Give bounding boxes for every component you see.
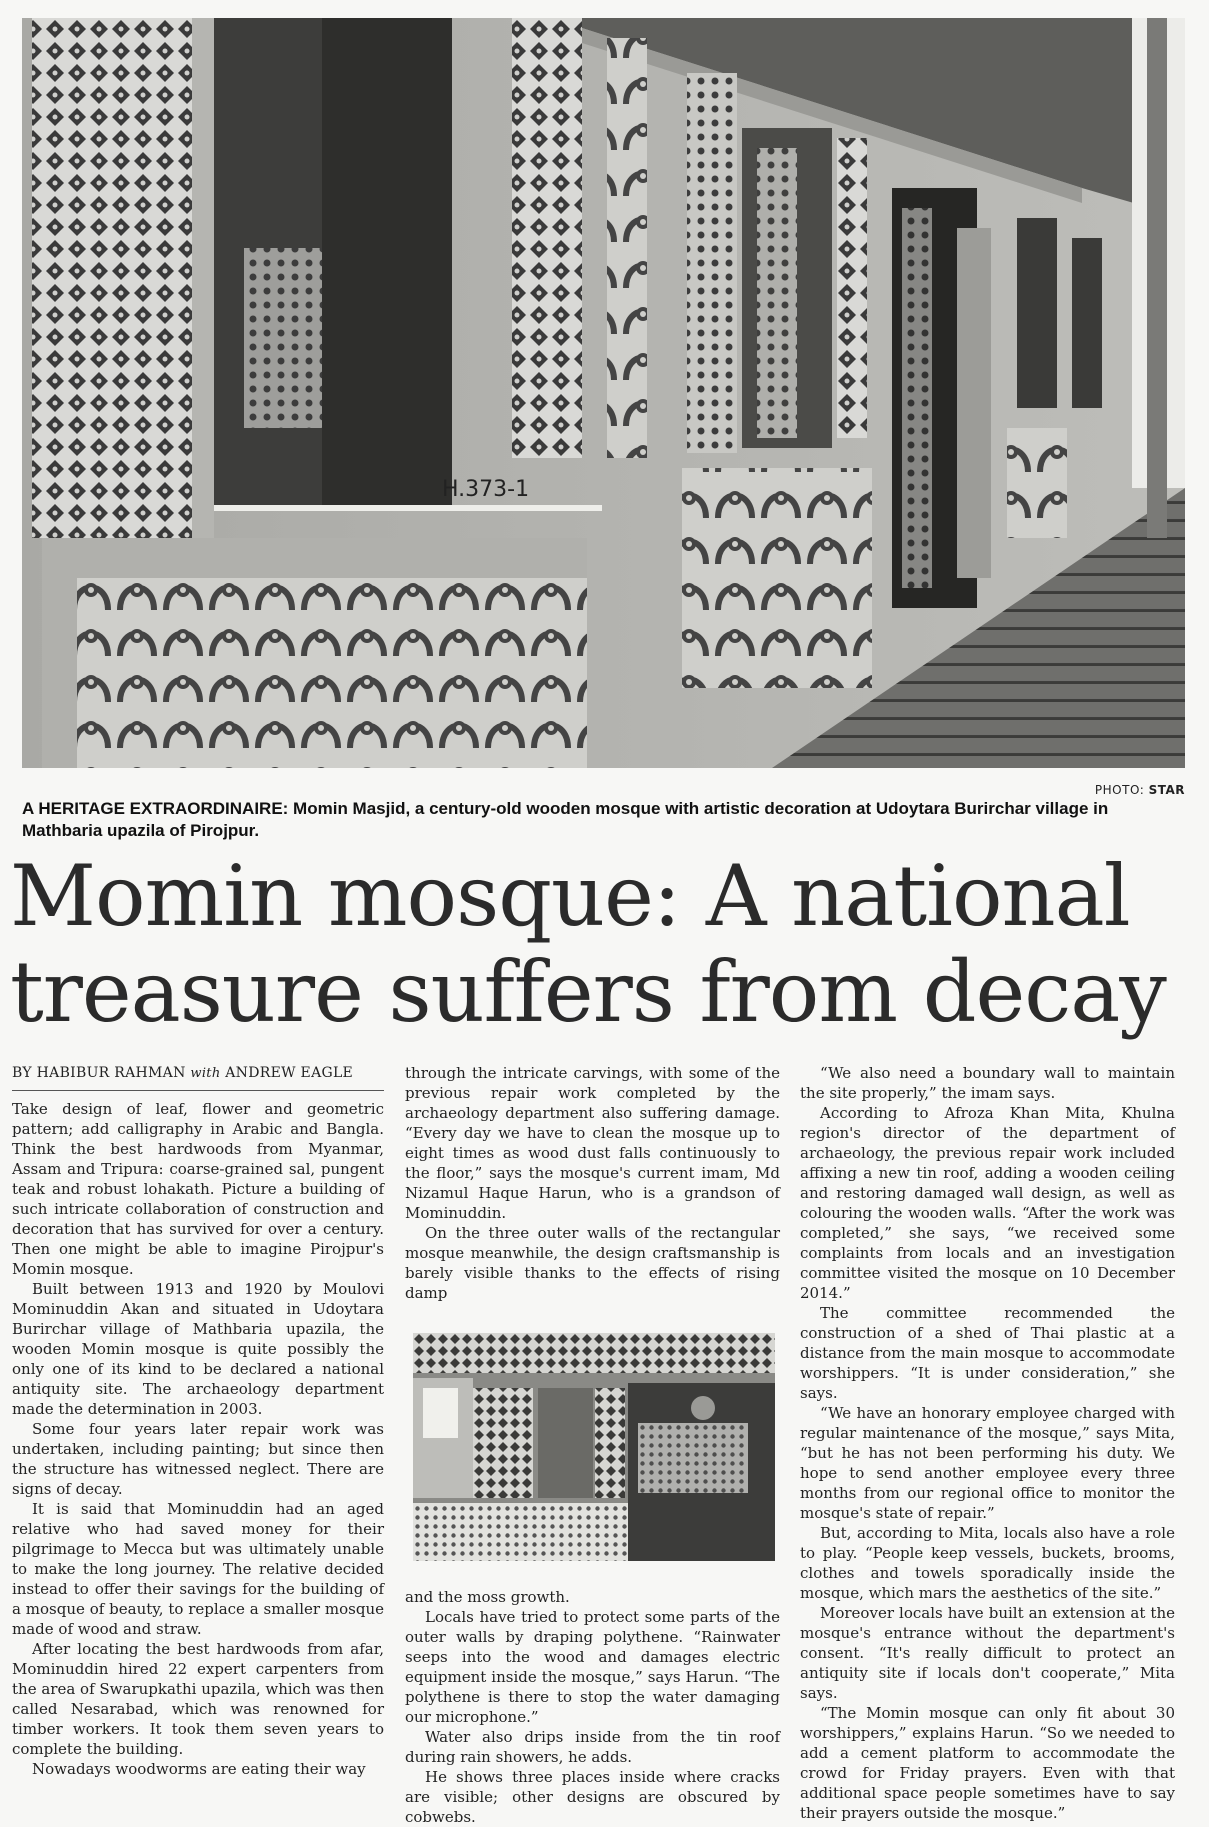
photo-caption: A HERITAGE EXTRAORDINAIRE: Momin Masjid, a century-old wooden mosque with artistic decoration at Udoytara Burirchar village in Mathbaria upazila of Pirojpur. bbox=[22, 799, 1109, 840]
paragraph: Moreover locals have built an extension at the mosque's entrance without the department's consent. “It's really difficult to protect an antiquity site if locals don't cooperate,” Mita says. bbox=[800, 1604, 1175, 1702]
paragraph: Take design of leaf, flower and geometric pattern; add calligraphy in Arabic and Bangla. Think the best hardwoods from Myanmar, Assam and Tripura: coarse-grained sal, pungent teak and robust lohakath. Picture a building of such intricate collaboration of construction and decoration that has survived for over a century. Then one might be able to imagine Pirojpur's Momin mosque. bbox=[12, 1100, 384, 1278]
photo-credit bbox=[1095, 783, 1185, 797]
photo-credit-label: PHOTO: bbox=[1094, 783, 1145, 797]
byline-prefix: BY bbox=[12, 1065, 32, 1081]
paragraph: “The Momin mosque can only fit about 30 worshippers,” explains Harun. “So we needed to add a cement platform to accommodate the crowd for Friday prayers. Even with that additional space people sometimes have to say their prayers outside the mosque.” bbox=[800, 1704, 1175, 1822]
paragraph: and the moss growth. bbox=[405, 1588, 570, 1606]
byline bbox=[12, 1063, 384, 1091]
paragraph: After locating the best hardwoods from afar, Mominuddin hired 22 expert carpenters from the area of Swarupkathi upazila, which was then called Nesarabad, which was renowned for timber workers. It took them seven years to complete the building. bbox=[12, 1640, 384, 1758]
paragraph: Nowadays woodworms are eating their way bbox=[32, 1760, 366, 1778]
paragraph: He shows three places inside where cracks are visible; other designs are obscured by cobwebs. bbox=[405, 1768, 780, 1826]
main-photo bbox=[22, 18, 1185, 768]
inset-photo bbox=[413, 1333, 775, 1561]
paragraph: “We also need a boundary wall to maintain the site properly,” the imam says. bbox=[800, 1064, 1175, 1102]
byline-author: HABIBUR RAHMAN bbox=[36, 1065, 186, 1081]
paragraph: Locals have tried to protect some parts of the outer walls by draping polythene. “Rainwater seeps into the wood and damages electric equipment inside the mosque,” says Harun. “The polythene is there to stop the water damaging our microphone.” bbox=[405, 1608, 780, 1726]
paragraph: through the intricate carvings, with some of the previous repair work completed by the archaeology department also suffering damage. “Every day we have to clean the mosque up to eight times as wood dust falls continuously to the floor,” says the mosque's current imam, Md Nizamul Haque Harun, who is a grandson of Mominuddin. bbox=[405, 1064, 780, 1222]
paragraph: On the three outer walls of the rectangular mosque meanwhile, the design craftsmanship is barely visible thanks to the effects of rising damp bbox=[405, 1224, 780, 1302]
paragraph: Built between 1913 and 1920 by Moulovi Mominuddin Akan and situated in Udoytara Burirchar village of Mathbaria upazila, the wooden Momin mosque is quite possibly the only one of its kind to be declared a national antiquity site. The archaeology department made the determination in 2003. bbox=[12, 1280, 384, 1418]
article-column-1 bbox=[12, 1063, 384, 1779]
paragraph: “We have an honorary employee charged with regular maintenance of the mosque,” says Mita, “but he has not been performing his duty. We hope to send another employee every three months from our regional office to monitor the mosque's state of repair.” bbox=[800, 1404, 1175, 1522]
headline: Momin mosque: A national treasure suffers from decay bbox=[10, 847, 1166, 1041]
byline-coauthor: ANDREW EAGLE bbox=[225, 1065, 354, 1081]
paragraph: It is said that Mominuddin had an aged relative who had saved money for their pilgrimage to Mecca but was ultimately unable to make the long journey. The relative decided instead to offer their savings for the building of a mosque of beauty, to replace a smaller mosque made of wood and straw. bbox=[12, 1500, 384, 1638]
byline-with: with bbox=[190, 1066, 221, 1081]
paragraph: Water also drips inside from the tin roof during rain showers, he adds. bbox=[405, 1728, 780, 1766]
article-column-3 bbox=[800, 1063, 1175, 1823]
paragraph: According to Afroza Khan Mita, Khulna region's director of the department of archaeology, the previous repair work included affixing a new tin roof, adding a wooden ceiling and restoring damaged wall design, as well as colouring the wooden walls. “After the work was completed,” she says, “we received some complaints from locals and an investigation committee visited the mosque on 10 December 2014.” bbox=[800, 1104, 1175, 1302]
paragraph: But, according to Mita, locals also have a role to play. “People keep vessels, buckets, brooms, clothes and towels sporadically inside the mosque, which mars the aesthetics of the site.” bbox=[800, 1524, 1175, 1602]
article-column-2 bbox=[405, 1063, 780, 1827]
paragraph: Some four years later repair work was undertaken, including painting; but since then the structure has witnessed neglect. There are signs of decay. bbox=[12, 1420, 384, 1498]
paragraph: The committee recommended the construction of a shed of Thai plastic at a distance from the main mosque to accommodate worshippers. “It is under consideration,” she says. bbox=[800, 1304, 1175, 1402]
photo-credit-source: STAR bbox=[1148, 783, 1185, 797]
panel-marking: H.373-1 bbox=[442, 477, 530, 502]
